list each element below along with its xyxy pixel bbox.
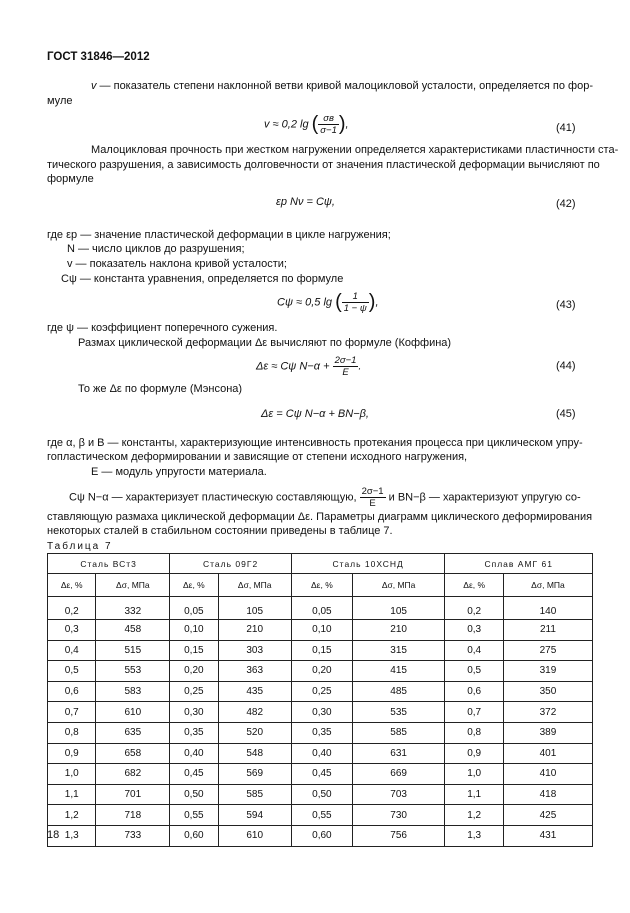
table-cell: 0,20 bbox=[170, 661, 218, 682]
table-cell: 701 bbox=[96, 784, 170, 805]
equation-43: Cψ ≈ 0,5 lg ( $\frac{1}{1 - \psi}$ ), bbox=[277, 291, 379, 314]
table-cell: 0,6 bbox=[48, 681, 96, 702]
table-cell: 610 bbox=[218, 825, 291, 846]
table-cell: 0,4 bbox=[445, 640, 504, 661]
table-cell: 275 bbox=[503, 640, 592, 661]
table-row bbox=[48, 805, 593, 826]
column-header: Δσ, МПа bbox=[503, 574, 592, 597]
para3: То же Δε по формуле (Мэнсона) bbox=[78, 383, 243, 395]
table-row bbox=[48, 743, 593, 764]
where1-line1: где εр — значение пластической деформации в цикле нагружения; bbox=[47, 229, 391, 241]
where1-line3: v — показатель наклона кривой усталости; bbox=[67, 258, 287, 270]
table-cell: 425 bbox=[503, 805, 592, 826]
table-cell: 1,0 bbox=[445, 764, 504, 785]
table-cell: 210 bbox=[218, 620, 291, 641]
table-cell: 569 bbox=[218, 764, 291, 785]
table-cell: 418 bbox=[503, 784, 592, 805]
table-cell: 535 bbox=[352, 702, 445, 723]
table-cell: 730 bbox=[352, 805, 445, 826]
fraction-43: $\frac{1}{1 - \psi}$ bbox=[343, 291, 367, 314]
table-cell: 0,5 bbox=[445, 661, 504, 682]
para2-line2: тического разрушения, а зависимость долговечности от значения пластической деформации вычисляют по bbox=[47, 159, 600, 171]
table-cell: 0,2 bbox=[445, 597, 504, 620]
column-header: Δσ, МПа bbox=[96, 574, 170, 597]
fraction-41: $\frac{\sigma в}{\sigma-1}$ bbox=[320, 113, 337, 136]
table-row bbox=[48, 825, 593, 846]
table-row bbox=[48, 661, 593, 682]
table-cell: 1,0 bbox=[48, 764, 96, 785]
table-cell: 669 bbox=[352, 764, 445, 785]
table-row bbox=[48, 681, 593, 702]
group-header: Сплав АМГ 61 bbox=[445, 554, 593, 574]
table-row bbox=[48, 702, 593, 723]
table-cell: 520 bbox=[218, 722, 291, 743]
table-cell: 0,30 bbox=[291, 702, 352, 723]
table-cell: 733 bbox=[96, 825, 170, 846]
eq45-number: (45) bbox=[556, 408, 576, 420]
table-cell: 431 bbox=[503, 825, 592, 846]
table-cell: 389 bbox=[503, 722, 592, 743]
table-cell: 303 bbox=[218, 640, 291, 661]
column-header: Δε, % bbox=[170, 574, 218, 597]
table-cell: 0,8 bbox=[48, 722, 96, 743]
table-cell: 1,1 bbox=[48, 784, 96, 805]
table-cell: 585 bbox=[218, 784, 291, 805]
table-cell: 658 bbox=[96, 743, 170, 764]
column-header: Δσ, МПа bbox=[218, 574, 291, 597]
table-cell: 0,55 bbox=[291, 805, 352, 826]
group-header: Сталь 10ХСНД bbox=[291, 554, 445, 574]
table-cell: 0,15 bbox=[291, 640, 352, 661]
group-header: Сталь ВСт3 bbox=[48, 554, 170, 574]
table-row bbox=[48, 722, 593, 743]
table-cell: 0,10 bbox=[291, 620, 352, 641]
page-number: 18 bbox=[47, 829, 60, 841]
table-cell: 703 bbox=[352, 784, 445, 805]
eq41-number: (41) bbox=[556, 122, 576, 134]
table-cell: 0,35 bbox=[170, 722, 218, 743]
table-cell: 515 bbox=[96, 640, 170, 661]
eq43-number: (43) bbox=[556, 299, 576, 311]
column-header: Δε, % bbox=[48, 574, 96, 597]
table-cell: 105 bbox=[218, 597, 291, 620]
table-cell: 0,8 bbox=[445, 722, 504, 743]
table-cell: 0,9 bbox=[48, 743, 96, 764]
table-caption: Таблица 7 bbox=[47, 541, 113, 552]
table-cell: 319 bbox=[503, 661, 592, 682]
para4-line3: E — модуль упругости материала. bbox=[91, 466, 267, 478]
table-cell: 0,5 bbox=[48, 661, 96, 682]
table-cell: 0,35 bbox=[291, 722, 352, 743]
table-cell: 0,55 bbox=[170, 805, 218, 826]
table-cell: 0,60 bbox=[291, 825, 352, 846]
column-header: Δσ, МПа bbox=[352, 574, 445, 597]
table-cell: 682 bbox=[96, 764, 170, 785]
table-cell: 553 bbox=[96, 661, 170, 682]
table-cell: 583 bbox=[96, 681, 170, 702]
table-row bbox=[48, 764, 593, 785]
table-cell: 0,3 bbox=[445, 620, 504, 641]
table-cell: 0,40 bbox=[291, 743, 352, 764]
equation-41: v ≈ 0,2 lg ( $\frac{\sigma в}{\sigma-1}$ ), bbox=[264, 113, 349, 136]
table-sub-header bbox=[48, 574, 593, 597]
table-cell: 0,45 bbox=[170, 764, 218, 785]
where2-line1: где ψ — коэффициент поперечного сужения. bbox=[47, 322, 278, 334]
where2-line2: Размах циклической деформации Δε вычисляют по формуле (Коффина) bbox=[78, 337, 452, 349]
table-cell: 410 bbox=[503, 764, 592, 785]
table-cell: 332 bbox=[96, 597, 170, 620]
table-cell: 0,05 bbox=[291, 597, 352, 620]
fraction-para5: $\frac{2\sigma-1}{E}$ bbox=[361, 486, 384, 509]
table-cell: 756 bbox=[352, 825, 445, 846]
table-cell: 548 bbox=[218, 743, 291, 764]
table-cell: 0,7 bbox=[48, 702, 96, 723]
table-row bbox=[48, 620, 593, 641]
table-cell: 435 bbox=[218, 681, 291, 702]
table-cell: 0,45 bbox=[291, 764, 352, 785]
where1-line2: N — число циклов до разрушения; bbox=[67, 243, 245, 255]
table-cell: 458 bbox=[96, 620, 170, 641]
table-cell: 0,7 bbox=[445, 702, 504, 723]
equation-42: εр Nν = Cψ, bbox=[276, 196, 335, 208]
table-row bbox=[48, 784, 593, 805]
table-cell: 210 bbox=[352, 620, 445, 641]
para4-line1: где α, β и B — константы, характеризующие интенсивность протекания процесса при циклическом упру- bbox=[47, 437, 583, 449]
eq44-number: (44) bbox=[556, 360, 576, 372]
para1-line1: v — показатель степени наклонной ветви кривой малоцикловой усталости, определяется по фор- bbox=[91, 80, 593, 92]
table-cell: 1,2 bbox=[445, 805, 504, 826]
fraction-44: $\frac{2\sigma-1}{E}$ bbox=[334, 355, 357, 378]
table-cell: 401 bbox=[503, 743, 592, 764]
para5-line1: Cψ N−α — характеризует пластическую составляющую, $\frac{2\sigma-1}{E}$ и BN−β — характеризуют упругую со- bbox=[69, 486, 581, 509]
table-cell: 718 bbox=[96, 805, 170, 826]
table-cell: 0,3 bbox=[48, 620, 96, 641]
table-cell: 0,50 bbox=[170, 784, 218, 805]
table-cell: 482 bbox=[218, 702, 291, 723]
group-header: Сталь 09Г2 bbox=[170, 554, 292, 574]
table-cell: 0,30 bbox=[170, 702, 218, 723]
table-cell: 0,60 bbox=[170, 825, 218, 846]
para5-line2: ставляющую размаха циклической деформации Δε. Параметры диаграмм циклического деформирования bbox=[47, 511, 593, 523]
table-cell: 140 bbox=[503, 597, 592, 620]
column-header: Δε, % bbox=[445, 574, 504, 597]
table-cell: 0,6 bbox=[445, 681, 504, 702]
table-cell: 1,2 bbox=[48, 805, 96, 826]
table-group-header bbox=[48, 554, 593, 574]
page-header: ГОСТ 31846—2012 bbox=[47, 51, 150, 63]
symbol-v: v bbox=[91, 80, 97, 92]
para5-line3: некоторых сталей в стабильном состоянии приведены в таблице 7. bbox=[47, 525, 393, 537]
table-cell: 0,10 bbox=[170, 620, 218, 641]
table-body bbox=[48, 597, 593, 847]
table-row bbox=[48, 597, 593, 620]
where1-line4: Cψ — константа уравнения, определяется по формуле bbox=[61, 273, 344, 285]
table-cell: 631 bbox=[352, 743, 445, 764]
table-cell: 610 bbox=[96, 702, 170, 723]
table-cell: 0,25 bbox=[291, 681, 352, 702]
table-cell: 0,2 bbox=[48, 597, 96, 620]
table-cell: 635 bbox=[96, 722, 170, 743]
table-cell: 0,50 bbox=[291, 784, 352, 805]
table-row bbox=[48, 640, 593, 661]
table-cell: 0,05 bbox=[170, 597, 218, 620]
table-cell: 0,15 bbox=[170, 640, 218, 661]
table-cell: 585 bbox=[352, 722, 445, 743]
table-cell: 485 bbox=[352, 681, 445, 702]
table-cell: 1,3 bbox=[445, 825, 504, 846]
data-table bbox=[47, 553, 593, 847]
table-cell: 594 bbox=[218, 805, 291, 826]
para1-line2: муле bbox=[47, 95, 73, 107]
table-cell: 1,3 bbox=[48, 825, 96, 846]
table-cell: 0,4 bbox=[48, 640, 96, 661]
para2-line3: формуле bbox=[47, 173, 94, 185]
table-cell: 0,9 bbox=[445, 743, 504, 764]
eq42-number: (42) bbox=[556, 198, 576, 210]
equation-44: Δε ≈ Cψ N−α + $\frac{2\sigma-1}{E}$ . bbox=[256, 355, 362, 378]
table-cell: 0,40 bbox=[170, 743, 218, 764]
table-cell: 0,20 bbox=[291, 661, 352, 682]
table-cell: 415 bbox=[352, 661, 445, 682]
para4-line2: гопластическом деформировании и зависящие от степени исходного нагружения, bbox=[47, 451, 468, 463]
table-cell: 350 bbox=[503, 681, 592, 702]
table-cell: 363 bbox=[218, 661, 291, 682]
table-cell: 1,1 bbox=[445, 784, 504, 805]
para2-line1: Малоцикловая прочность при жестком нагружении определяется характеристиками пластичности ста- bbox=[91, 144, 619, 156]
table-cell: 105 bbox=[352, 597, 445, 620]
table-cell: 211 bbox=[503, 620, 592, 641]
table-cell: 315 bbox=[352, 640, 445, 661]
table-cell: 0,25 bbox=[170, 681, 218, 702]
table-cell: 372 bbox=[503, 702, 592, 723]
equation-45: Δε = Cψ N−α + BN−β, bbox=[261, 408, 369, 420]
column-header: Δε, % bbox=[291, 574, 352, 597]
